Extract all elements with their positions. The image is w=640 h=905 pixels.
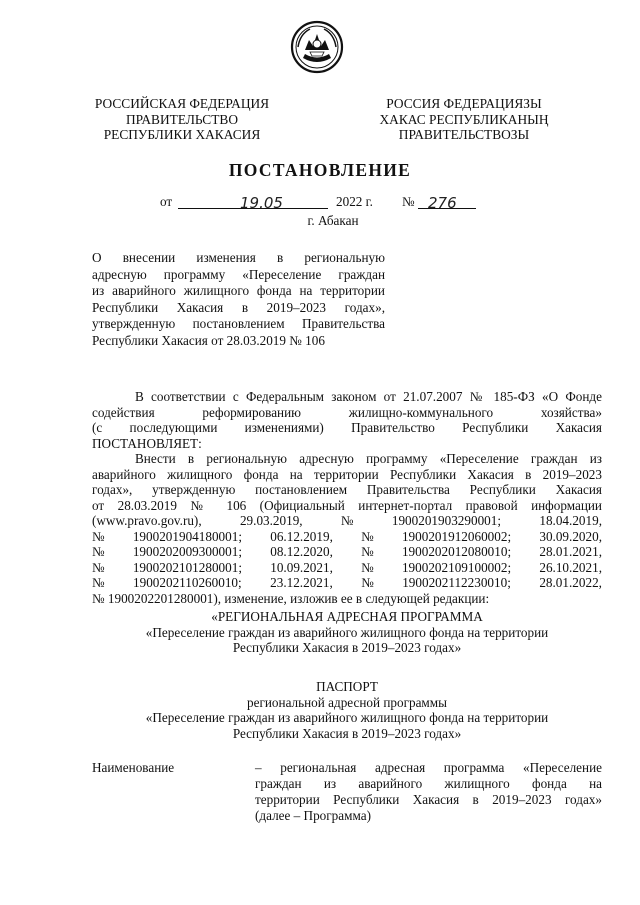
final-line: № 1900202201280001), изменение, изложив ее в следующей редакции: [92, 590, 490, 606]
cell: № [92, 544, 105, 559]
cell: № [361, 528, 374, 544]
paragraph-line: аварийного жилищного фонда на территории Республики Хакасия в 2019–2023 [92, 466, 602, 482]
handwritten-number: 276 [428, 194, 457, 212]
city-name: г. Абакан [307, 213, 359, 228]
publication-row [92, 575, 602, 591]
cell: 29.03.2019, [239, 513, 303, 528]
header-right-line: ПРАВИТЕЛЬСТВОЗЫ [398, 127, 530, 142]
cell: № [92, 575, 105, 590]
document-title: ПОСТАНОВЛЕНИЕ [228, 160, 412, 180]
cell: 1900202012080010; [401, 544, 512, 559]
number-sign: № [402, 194, 415, 209]
cell: № [361, 544, 374, 559]
subject-line: О внесении изменения в региональную [92, 250, 385, 265]
cell: 1900202009300001; [132, 544, 242, 559]
header-left-line: РОССИЙСКАЯ ФЕДЕРАЦИЯ [94, 96, 270, 111]
name-label: Наименование [92, 760, 175, 775]
passport-title: ПАСПОРТ [316, 679, 378, 694]
header-left [84, 96, 280, 143]
cell: 1900202110260010; [133, 575, 242, 590]
publication-row [92, 529, 602, 545]
paragraph-line: годах», утвержденную постановлением Правительства Республики Хакасия [92, 482, 602, 497]
cell: 06.12.2019, [270, 528, 333, 544]
cell: 28.01.2022, [539, 575, 602, 590]
program-title-line: Республики Хакасия в 2019–2023 годах» [232, 640, 462, 656]
cell: № [361, 559, 374, 575]
header-right-line: РОССИЯ ФЕДЕРАЦИЯЗЫ [386, 96, 542, 111]
cell: 26.10.2021, [539, 559, 602, 575]
handwritten-date: 19.05 [240, 194, 283, 212]
cell: 1900202109100002; [401, 559, 512, 575]
name-value-line: территории Республики Хакасия в 2019–2023 годах» [255, 792, 602, 807]
preamble-line: (с последующими изменениями) Правительство Республики Хакасия [92, 420, 602, 435]
header-right [366, 96, 562, 143]
name-value-line: – региональная адресная программа «Переселение [255, 760, 602, 775]
preamble-line: В соответствии с Федеральным законом от 21.07.2007 № 185-ФЗ «О Фонде [135, 389, 602, 404]
cell: 1900201912060002; [401, 528, 512, 544]
paragraph-line: Внести в региональную адресную программу «Переселение граждан из [135, 451, 602, 466]
cell: № [361, 575, 374, 590]
passport-line: Республики Хакасия в 2019–2023 годах» [232, 726, 462, 742]
cell: 08.12.2020, [270, 544, 333, 559]
date-year: 2022 г. [336, 194, 373, 209]
cell: 18.04.2019, [539, 513, 602, 528]
passport-heading [92, 679, 602, 742]
name-value [255, 760, 602, 824]
subject-line: Республики Хакасия от 28.03.2019 № 106 [92, 332, 325, 348]
cell: 28.01.2021, [539, 544, 602, 559]
preamble-line: содействия реформированию жилищно-коммунального хозяйства» [92, 404, 602, 420]
decree-word: ПОСТАНОВЛЯЕТ: [92, 435, 202, 451]
cell: № [92, 559, 105, 575]
publication-row [92, 560, 602, 576]
cell: 30.09.2020, [539, 528, 602, 544]
passport-line: «Переселение граждан из аварийного жилищного фонда на территории [145, 710, 549, 726]
decree-body [92, 389, 602, 606]
passport-line: региональной адресной программы [247, 694, 447, 710]
cell: (www.pravo.gov.ru), [92, 513, 202, 528]
header-left-line: РЕСПУБЛИКИ ХАКАСИЯ [103, 127, 261, 142]
name-value-line: (далее – Программа) [255, 808, 371, 823]
subject-line: Республики Хакасия в 2019–2023 годах», [92, 299, 385, 315]
header-right-line: ХАКАС РЕСПУБЛИКАНЫҢ [379, 111, 549, 127]
program-title-line: «Переселение граждан из аварийного жилищного фонда на территории [145, 624, 549, 640]
date-number-line [160, 194, 490, 212]
header-left-line: ПРАВИТЕЛЬСТВО [125, 111, 238, 127]
cell: 1900201903290001; [391, 513, 502, 528]
cell: 1900202112230010; [402, 575, 511, 590]
subject-line: адресную программу «Переселение граждан [92, 266, 385, 282]
publication-row [92, 544, 602, 560]
cell: 23.12.2021, [270, 575, 333, 590]
cell: № [92, 528, 105, 544]
portal-row [92, 513, 602, 529]
cell: 1900201904180001; [132, 528, 242, 544]
cell: № [340, 513, 354, 528]
cell: 1900202101280001; [132, 559, 242, 575]
cell: 10.09.2021, [270, 559, 333, 575]
coat-of-arms-emblem [290, 20, 344, 74]
name-value-line: граждан из аварийного жилищного фонда на [255, 776, 602, 791]
decree-subject [92, 250, 385, 349]
program-title [92, 609, 602, 656]
program-title-line: «РЕГИОНАЛЬНАЯ АДРЕСНАЯ ПРОГРАММА [211, 609, 483, 624]
paragraph-line: от 28.03.2019 № 106 (Официальный интернет-портал правовой информации [92, 497, 602, 513]
subject-line: утвержденную постановлением Правительства [92, 316, 385, 331]
subject-line: из аварийного жилищного фонда на территории [92, 283, 385, 298]
date-prefix: от [160, 194, 173, 209]
